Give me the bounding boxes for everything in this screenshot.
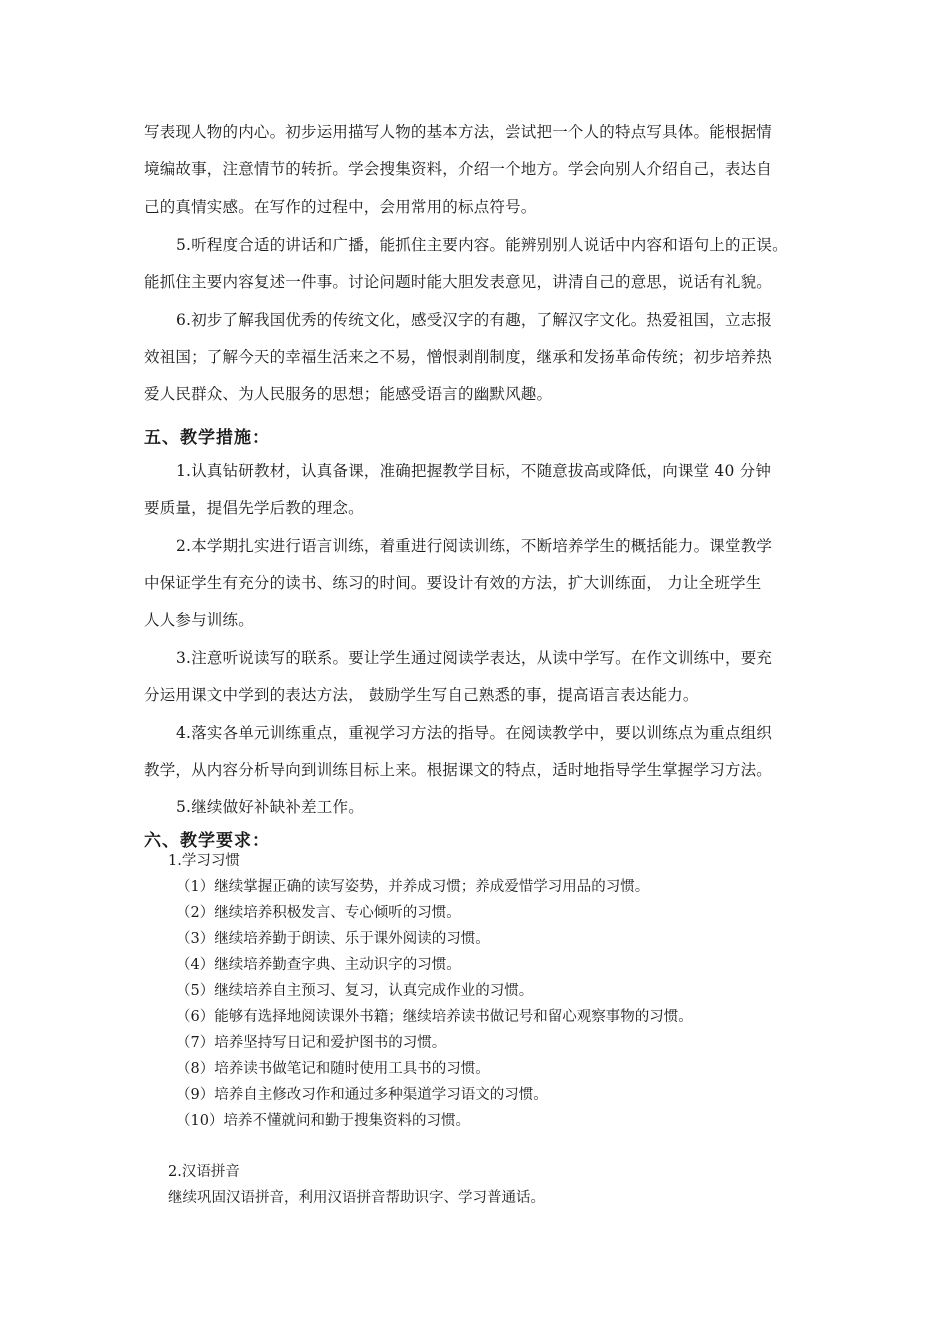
paragraph-line: 写表现人物的内心。初步运用描写人物的基本方法，尝试把一个人的特点写具体。能根据情 [144,123,773,141]
paragraph-line: 4.落实各单元训练重点，重视学习方法的指导。在阅读教学中，要以训练点为重点组织 [176,724,773,742]
subsection-title: 1.学习习惯 [168,853,240,869]
paragraph-line: 要质量，提倡先学后教的理念。 [144,499,364,517]
paragraph-line: 境编故事，注意情节的转折。学会搜集资料，介绍一个地方。学会向别人介绍自己，表达自 [144,160,773,178]
paragraph-line: 爱人民群众、为人民服务的思想；能感受语言的幽默风趣。 [144,385,553,403]
list-item: （7）培养坚持写日记和爱护图书的习惯。 [176,1035,447,1051]
paragraph-line: 能抓住主要内容复述一件事。讨论问题时能大胆发表意见，讲清自己的意思，说话有礼貌。 [144,273,773,291]
paragraph-line: 3.注意听说读写的联系。要让学生通过阅读学表达，从读中学写。在作文训练中，要充 [176,649,773,667]
list-item: （9）培养自主修改习作和通过多种渠道学习语文的习惯。 [176,1087,548,1103]
list-item: （3）继续培养勤于朗读、乐于课外阅读的习惯。 [176,931,490,947]
paragraph-line: 1.认真钻研教材，认真备课，准确把握教学目标，不随意拔高或降低，向课堂 40 分钟 [176,462,772,480]
section-heading-5: 五、教学措施： [144,428,270,448]
section-heading-6: 六、教学要求： [144,831,270,851]
list-item: （4）继续培养勤查字典、主动识字的习惯。 [176,957,461,973]
list-item: （1）继续掌握正确的读写姿势，并养成习惯；养成爱惜学习用品的习惯。 [176,879,650,895]
list-item: （6）能够有选择地阅读课外书籍；继续培养读书做记号和留心观察事物的习惯。 [176,1009,693,1025]
paragraph-line: 5.听程度合适的讲话和广播，能抓住主要内容。能辨别别人说话中内容和语句上的正误。 [176,236,788,254]
list-item: （8）培养读书做笔记和随时使用工具书的习惯。 [176,1061,490,1077]
paragraph-line: 2.本学期扎实进行语言训练，着重进行阅读训练，不断培养学生的概括能力。课堂教学 [176,537,773,555]
paragraph-line: 效祖国；了解今天的幸福生活来之不易，憎恨剥削制度，继承和发扬革命传统；初步培养热 [144,348,773,366]
subsection-title: 2.汉语拼音 [168,1164,240,1180]
list-item: （2）继续培养积极发言、专心倾听的习惯。 [176,905,461,921]
paragraph-line: 人人参与训练。 [144,611,254,629]
paragraph-line: 中保证学生有充分的读书、练习的时间。要设计有效的方法，扩大训练面， 力让全班学生 [144,574,762,592]
paragraph-line: 教学，从内容分析导向到训练目标上来。根据课文的特点，适时地指导学生掌握学习方法。 [144,761,773,779]
paragraph-line: 6.初步了解我国优秀的传统文化，感受汉字的有趣，了解汉字文化。热爱祖国，立志报 [176,311,773,329]
list-item: （5）继续培养自主预习、复习，认真完成作业的习惯。 [176,983,534,999]
paragraph-line: 5.继续做好补缺补差工作。 [176,798,364,816]
paragraph-line: 继续巩固汉语拼音，利用汉语拼音帮助识字、学习普通话。 [168,1190,545,1206]
list-item: （10）培养不懂就问和勤于搜集资料的习惯。 [176,1113,470,1129]
paragraph-line: 己的真情实感。在写作的过程中，会用常用的标点符号。 [144,198,537,216]
paragraph-line: 分运用课文中学到的表达方法， 鼓励学生写自己熟悉的事，提高语言表达能力。 [144,686,699,704]
